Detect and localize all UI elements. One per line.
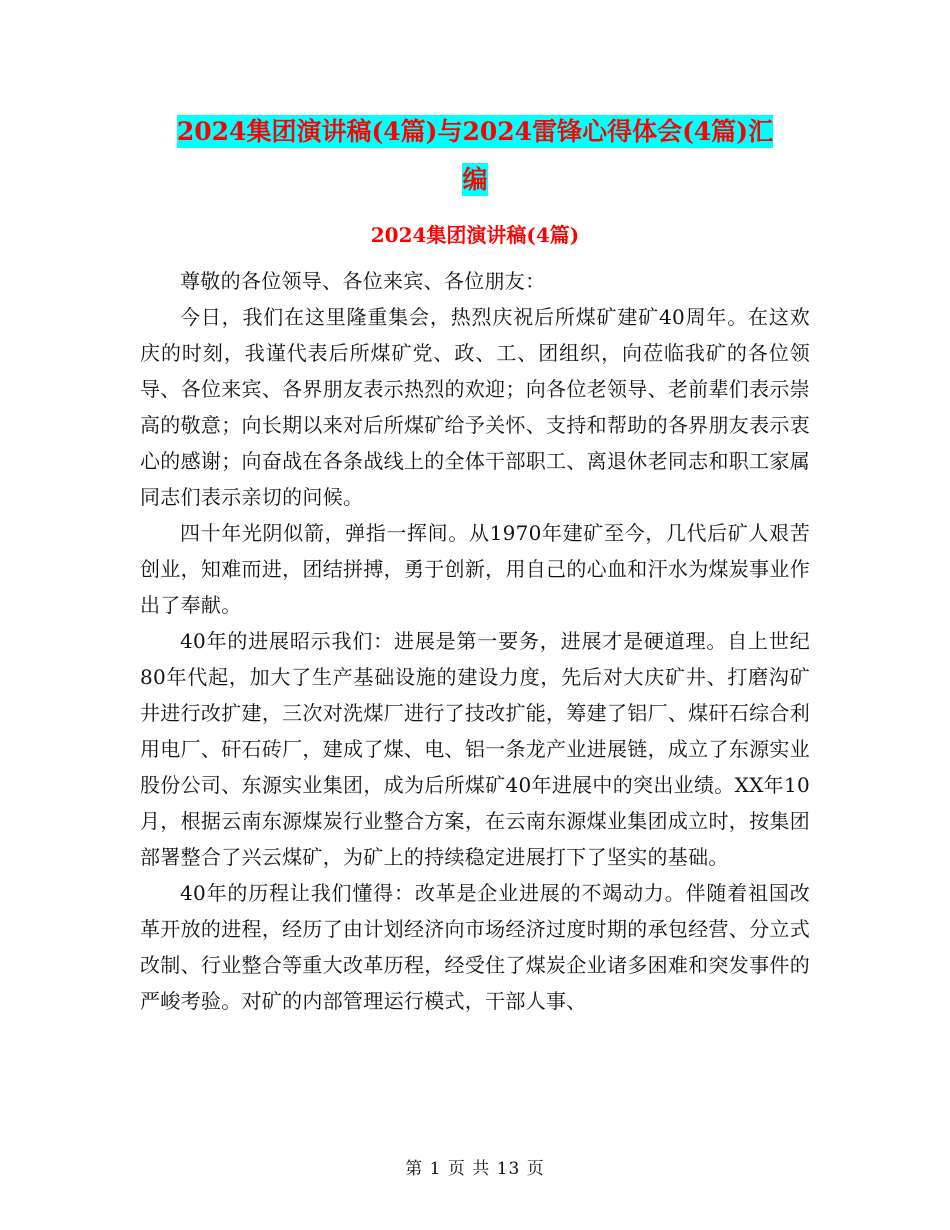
paragraph: 40年的进展昭示我们：进展是第一要务，进展才是硬道理。自上世纪80年代起，加大了生产基础设施的建设力度，先后对大庆矿井、打磨沟矿井进行改扩建，三次对洗煤厂进行了技改扩能，筹建了铝厂、煤矸石综合利用电厂、矸石砖厂，建成了煤、电、铝一条龙产业进展链，成立了东源实业股份公司、东源实业集团，成为后所煤矿40年进展中的突出业绩。XX年10月，根据云南东源煤炭行业整合方案，在云南东源煤业集团成立时，按集团部署整合了兴云煤矿，为矿上的持续稳定进展打下了坚实的基础。 <box>140 629 810 869</box>
document-title-line1: 2024集团演讲稿(4篇)与2024雷锋心得体会(4篇)汇 <box>176 117 774 146</box>
document-title <box>140 108 810 204</box>
paragraph: 今日，我们在这里隆重集会，热烈庆祝后所煤矿建矿40周年。在这欢庆的时刻，我谨代表后所煤矿党、政、工、团组织，向莅临我矿的各位领导、各位来宾、各界朋友表示热烈的欢迎；向各位老领导、老前辈们表示崇高的敬意；向长期以来对后所煤矿给予关怀、支持和帮助的各界朋友表示衷心的感谢；向奋战在各条战线上的全体干部职工、离退休老同志和职工家属同志们表示亲切的问候。 <box>140 305 810 509</box>
paragraph: 40年的历程让我们懂得：改革是企业进展的不竭动力。伴随着祖国改革开放的进程，经历了由计划经济向市场经济过度时期的承包经营、分立式改制、行业整合等重大改革历程，经受住了煤炭企业诸多困难和突发事件的严峻考验。对矿的内部管理运行模式，干部人事、 <box>140 881 810 1013</box>
document-body <box>140 263 810 1019</box>
page-footer: 第 1 页 共 13 页 <box>405 1159 545 1179</box>
document-title-line2: 编 <box>462 165 488 194</box>
section-title: 2024集团演讲稿(4篇) <box>370 223 580 247</box>
paragraph-salutation: 尊敬的各位领导、各位来宾、各位朋友： <box>180 269 546 293</box>
paragraph: 四十年光阴似箭，弹指一挥间。从1970年建矿至今，几代后矿人艰苦创业，知难而进，团结拼搏，勇于创新，用自己的心血和汗水为煤炭事业作出了奉献。 <box>140 521 810 617</box>
